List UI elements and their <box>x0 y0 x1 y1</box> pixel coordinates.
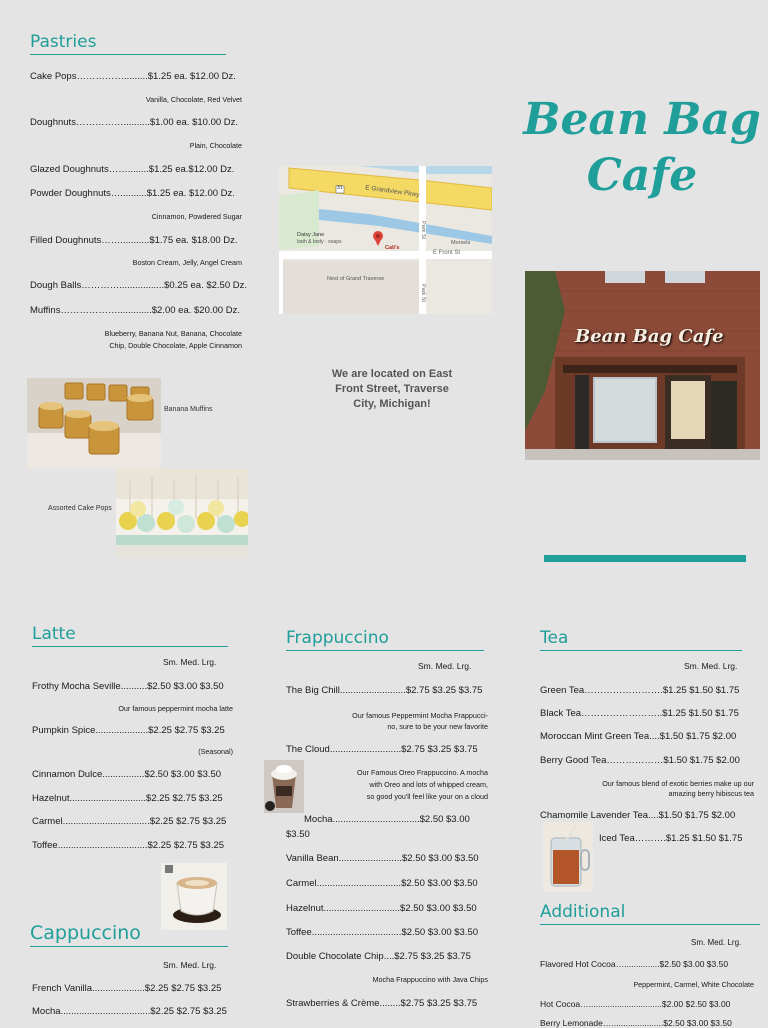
menu-desc-berry-good-1: Our famous blend of exotic berries make up our <box>602 779 754 788</box>
map-label-park-st-2: Park St <box>420 284 426 303</box>
latte-cup-photo <box>161 863 227 930</box>
location-text-line-3: City, Michigan! <box>353 398 431 410</box>
menu-item-vanilla-bean: Vanilla Bean........................$2.50 $3.00 $3.50 <box>286 853 479 864</box>
menu-item-glazed-doughnuts: Glazed Doughnuts……........$1.25 ea.$12.00 Dz. <box>30 164 235 175</box>
menu-item-flavored-hot-cocoa: Flavored Hot Cocoa…...............$2.50 $3.00 $3.50 <box>540 959 729 969</box>
storefront-photo <box>525 271 760 460</box>
frappuccino-title: Frappuccino <box>286 628 484 651</box>
menu-item-iced-tea: Iced Tea……….$1.25 $1.50 $1.75 <box>599 833 743 844</box>
menu-desc-muffins-1: Blueberry, Banana Nut, Banana, Chocolate <box>104 329 242 338</box>
menu-desc-doughnuts: Plain, Chocolate <box>189 141 242 150</box>
cake-pops-caption: Assorted Cake Pops <box>48 505 112 512</box>
menu-desc-big-chill-1: Our famous Peppermint Mocha Frappucci- <box>352 711 488 720</box>
location-text-line-1: We are located on East <box>331 368 453 380</box>
map-label-nest: Nest of Grand Traverse <box>327 276 385 282</box>
map-route-shield: 31 <box>337 185 343 191</box>
menu-item-latte-carmel: Carmel.................................$2.25 $2.75 $3.25 <box>32 816 227 827</box>
menu-item-doughnuts: Doughnuts……………..........$1.00 ea. $10.00 Dz. <box>30 117 239 128</box>
brand-title-line-2: Cafe <box>586 150 698 201</box>
menu-item-double-chocolate-chip: Double Chocolate Chip....$2.75 $3.25 $3.75 <box>286 951 471 962</box>
menu-item-the-cloud: The Cloud...........................$2.75 $3.25 $3.75 <box>286 744 478 755</box>
menu-desc-cake-pops: Vanilla, Chocolate, Red Velvet <box>145 95 242 104</box>
menu-desc-berry-good-2: amazing berry hibiscus tea <box>668 789 754 798</box>
latte-title: Latte <box>32 624 228 647</box>
menu-item-hot-cocoa: Hot Cocoa…...............................$2.00 $2.50 $3.00 <box>540 999 731 1009</box>
tea-title: Tea <box>540 628 742 651</box>
menu-desc-muffins-2: Chip, Double Chocolate, Apple Cinnamon <box>109 341 242 350</box>
menu-item-frapp-carmel: Carmel................................$2.50 $3.00 $3.50 <box>286 878 478 889</box>
menu-item-french-vanilla: French Vanilla....................$2.25 $2.75 $3.25 <box>32 983 222 994</box>
cake-pops-photo <box>116 469 248 557</box>
menu-item-chamomile-lavender: Chamomile Lavender Tea....$1.50 $1.75 $2.00 <box>540 810 736 821</box>
latte-sizes-header: Sm. Med. Lrg. <box>163 657 217 667</box>
menu-item-cappuccino-mocha: Mocha..................................$2.25 $2.75 $3.25 <box>32 1006 227 1017</box>
map-label-morsels: Morsels <box>451 240 471 246</box>
menu-desc-filled-doughnuts: Boston Cream, Jelly, Angel Cream <box>132 258 242 267</box>
pastries-title: Pastries <box>30 32 226 55</box>
menu-item-powder-doughnuts: Powder Doughnuts…..........$1.25 ea. $12.00 Dz. <box>30 188 235 199</box>
menu-desc-flavored-hot-cocoa: Peppermint, Carmel, White Chocolate <box>633 980 754 989</box>
cloud-frappuccino-photo <box>264 760 304 813</box>
menu-desc-powder-doughnuts: Cinnamon, Powdered Sugar <box>151 212 242 221</box>
menu-item-black-tea: Black Tea……………………..$1.25 $1.50 $1.75 <box>540 708 739 719</box>
menu-item-strawberries-creme: Strawberries & Crème........$2.75 $3.25 $3.75 <box>286 998 478 1009</box>
menu-item-pumpkin-spice: Pumpkin Spice....................$2.25 $2.75 $3.25 <box>32 725 225 736</box>
cappuccino-sizes-header: Sm. Med. Lrg. <box>163 960 217 970</box>
menu-item-cake-pops: Cake Pops…………….........$1.25 ea. $12.00 Dz. <box>30 71 236 82</box>
location-map[interactable] <box>279 166 492 314</box>
menu-item-frapp-mocha: Mocha.................................$2.50 $3.00 <box>304 814 470 825</box>
storefront-sign: Bean Bag Cafe <box>575 326 724 347</box>
menu-item-filled-doughnuts: Filled Doughnuts……...........$1.75 ea. $18.00 Dz. <box>30 235 238 246</box>
map-label-front-st: E Front St <box>433 250 461 256</box>
menu-desc-pumpkin-spice: (Seasonal) <box>198 747 233 756</box>
menu-item-latte-hazelnut: Hazelnut.............................$2.25 $2.75 $3.25 <box>32 793 223 804</box>
menu-item-muffins: Muffins……………….............$2.00 ea. $20.00 Dz. <box>30 305 240 316</box>
menu-desc-the-cloud-2: with Oreo and lots of whipped cream, <box>369 780 488 789</box>
iced-tea-photo <box>543 822 593 892</box>
additional-sizes-header: Sm. Med. Lrg. <box>691 938 742 947</box>
menu-item-dough-balls: Dough Balls………….................$0.25 ea. $2.50 Dz. <box>30 280 248 291</box>
menu-item-frothy-mocha: Frothy Mocha Seville..........$2.50 $3.00 $3.50 <box>32 681 224 692</box>
menu-item-latte-toffee: Toffee..................................$2.25 $2.75 $3.25 <box>32 840 225 851</box>
map-label-grandview: E Grandview Pkwy <box>364 184 420 199</box>
menu-desc-frothy-mocha: Our famous peppermint mocha latte <box>118 704 233 713</box>
accent-bar <box>544 555 746 562</box>
map-label-park-st-1: Park St <box>420 221 426 240</box>
menu-item-green-tea: Green Tea…………………….$1.25 $1.50 $1.75 <box>540 685 740 696</box>
map-label-calis: Cali's <box>385 245 400 251</box>
menu-desc-big-chill-2: no, sure to be your new favorite <box>387 722 488 731</box>
additional-title: Additional <box>540 902 760 925</box>
map-label-daisy-jane: Daisy Jane <box>297 232 325 238</box>
menu-item-berry-lemonade: Berry Lemonade…......................$2.50 $3.00 $3.50 <box>540 1018 732 1028</box>
menu-item-moroccan-mint: Moroccan Mint Green Tea....$1.50 $1.75 $2.00 <box>540 731 737 742</box>
frappuccino-sizes-header: Sm. Med. Lrg. <box>418 661 472 671</box>
menu-item-cinnamon-dulce: Cinnamon Dulce................$2.50 $3.00 $3.50 <box>32 769 222 780</box>
menu-desc-double-chocolate-chip: Mocha Frappuccino with Java Chips <box>372 975 488 984</box>
location-text-line-2: Front Street, Traverse <box>335 383 449 395</box>
menu-item-berry-good-tea: Berry Good Tea………………$1.50 $1.75 $2.00 <box>540 755 740 766</box>
menu-desc-the-cloud-1: Our Famous Oreo Frappuccino. A mocha <box>356 768 488 777</box>
menu-item-frapp-toffee: Toffee..................................$2.50 $3.00 $3.50 <box>286 927 479 938</box>
brand-title-line-1: Bean Bag <box>523 94 761 145</box>
tea-sizes-header: Sm. Med. Lrg. <box>684 661 738 671</box>
banana-muffins-caption: Banana Muffins <box>164 406 213 413</box>
menu-desc-the-cloud-3: so good you'll feel like your on a cloud <box>366 792 488 801</box>
menu-item-frapp-hazelnut: Hazelnut.............................$2.50 $3.00 $3.50 <box>286 903 477 914</box>
menu-item-big-chill: The Big Chill.........................$2.75 $3.25 $3.75 <box>286 685 483 696</box>
menu-item-frapp-mocha-lrg: $3.50 <box>286 829 310 840</box>
banana-muffins-photo <box>27 378 161 469</box>
cappuccino-title: Cappuccino <box>30 922 228 947</box>
map-label-daisy-jane-sub: bath & body · soaps <box>297 239 342 245</box>
location-text <box>318 367 466 412</box>
